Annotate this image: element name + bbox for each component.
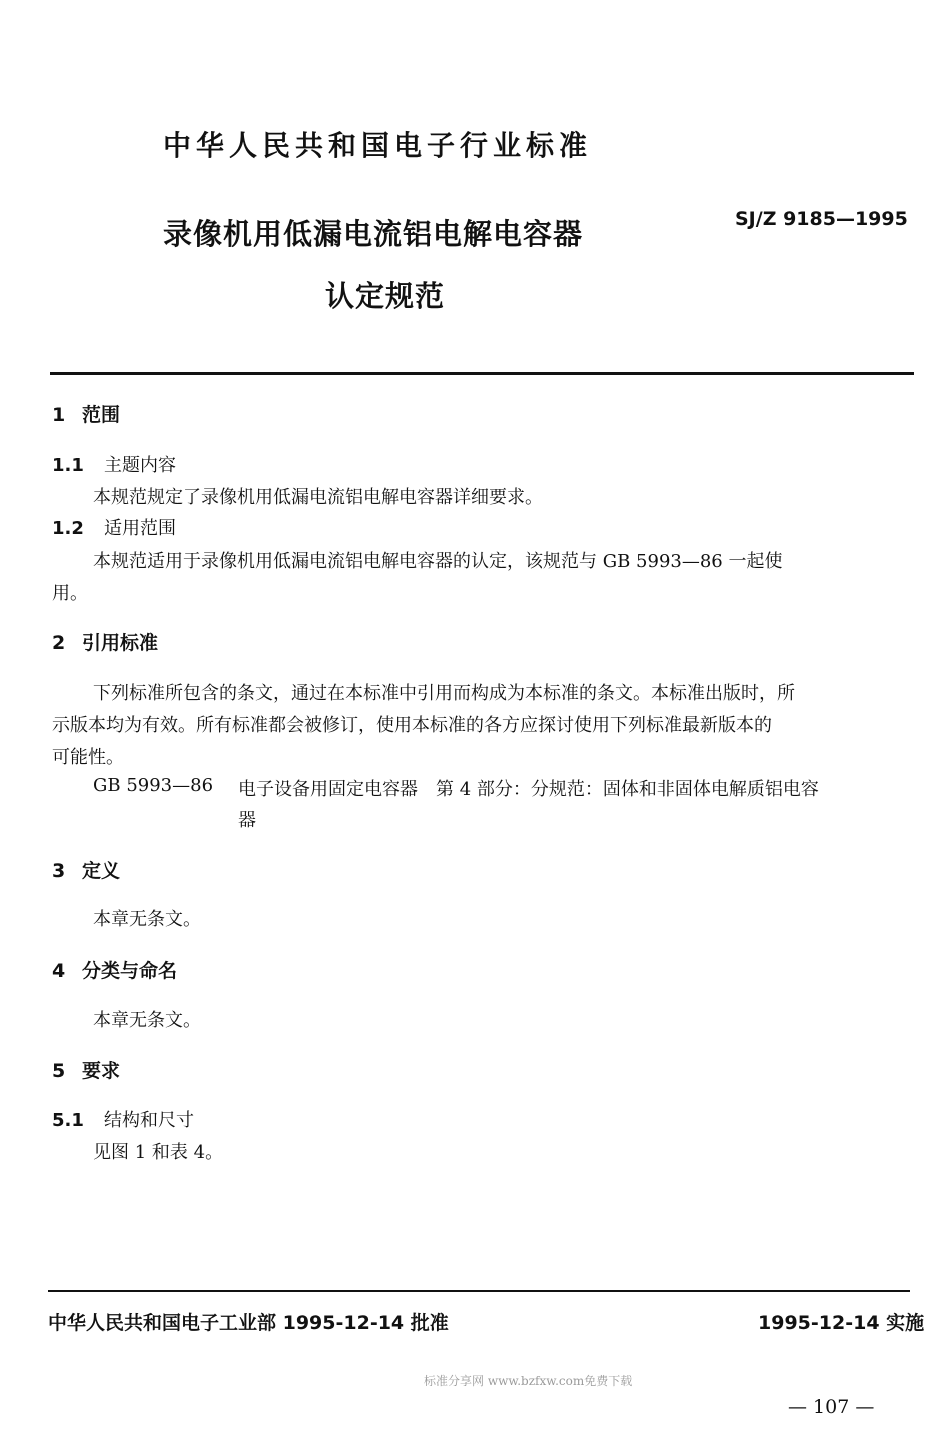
section-number: 4 bbox=[52, 960, 66, 982]
section-2-paragraph-line1: 下列标准所包含的条文，通过在本标准中引用而构成为本标准的条文。本标准出版时，所 bbox=[93, 683, 795, 704]
section-3-heading bbox=[52, 856, 120, 883]
section-5-heading bbox=[52, 1056, 120, 1083]
section-1-2-text-line1: 本规范适用于录像机用低漏电流铝电解电容器的认定，该规范与 GB 5993—86 一起使 bbox=[93, 551, 783, 572]
section-2-paragraph-line3: 可能性。 bbox=[52, 747, 124, 768]
section-title: 引用标准 bbox=[82, 632, 159, 654]
reference-code: GB 5993—86 bbox=[93, 775, 214, 796]
section-title: 适用范围 bbox=[104, 518, 176, 539]
section-1-1-text: 本规范规定了录像机用低漏电流铝电解电容器详细要求。 bbox=[93, 487, 543, 508]
section-2-heading bbox=[52, 628, 158, 655]
approval-statement: 中华人民共和国电子工业部 1995-12-14 批准 bbox=[48, 1312, 449, 1334]
section-title: 结构和尺寸 bbox=[104, 1110, 194, 1131]
section-3-text: 本章无条文。 bbox=[93, 909, 201, 930]
section-title: 主题内容 bbox=[104, 455, 176, 476]
section-5-1-text: 见图 1 和表 4。 bbox=[93, 1142, 224, 1163]
implementation-date: 1995-12-14 实施 bbox=[758, 1312, 925, 1334]
footer-divider bbox=[48, 1290, 910, 1292]
section-number: 1 bbox=[52, 404, 66, 426]
section-1-2-text-line2: 用。 bbox=[52, 583, 88, 604]
section-number: 1.2 bbox=[52, 518, 84, 539]
section-1-heading bbox=[52, 400, 120, 427]
document-title-line1: 录像机用低漏电流铝电解电容器 bbox=[163, 217, 584, 251]
section-2-paragraph-line2: 示版本均为有效。所有标准都会被修订，使用本标准的各方应探讨使用下列标准最新版本的 bbox=[52, 715, 772, 736]
section-number: 2 bbox=[52, 632, 66, 654]
section-number: 5 bbox=[52, 1060, 66, 1082]
section-1-1-heading bbox=[52, 451, 176, 477]
header-divider bbox=[50, 372, 914, 375]
section-number: 5.1 bbox=[52, 1110, 84, 1131]
section-number: 1.1 bbox=[52, 455, 84, 476]
section-title: 要求 bbox=[82, 1060, 121, 1082]
standard-organization: 中华人民共和国电子行业标准 bbox=[163, 129, 593, 162]
section-4-heading bbox=[52, 956, 177, 983]
watermark-text: 标准分享网 www.bzfxw.com免费下载 bbox=[424, 1374, 633, 1388]
section-title: 范围 bbox=[82, 404, 121, 426]
document-title-line2: 认定规范 bbox=[325, 279, 446, 313]
section-title: 定义 bbox=[82, 860, 121, 882]
section-title: 分类与命名 bbox=[82, 960, 178, 982]
section-5-1-heading bbox=[52, 1106, 194, 1132]
section-number: 3 bbox=[52, 860, 66, 882]
section-1-2-heading bbox=[52, 514, 176, 540]
section-4-text: 本章无条文。 bbox=[93, 1010, 201, 1031]
reference-title-line1: 电子设备用固定电容器 第 4 部分：分规范：固体和非固体电解质铝电容 bbox=[238, 779, 819, 800]
page-number: — 107 — bbox=[788, 1396, 875, 1418]
reference-title-line2: 器 bbox=[238, 810, 256, 831]
standard-code: SJ/Z 9185—1995 bbox=[735, 208, 908, 230]
